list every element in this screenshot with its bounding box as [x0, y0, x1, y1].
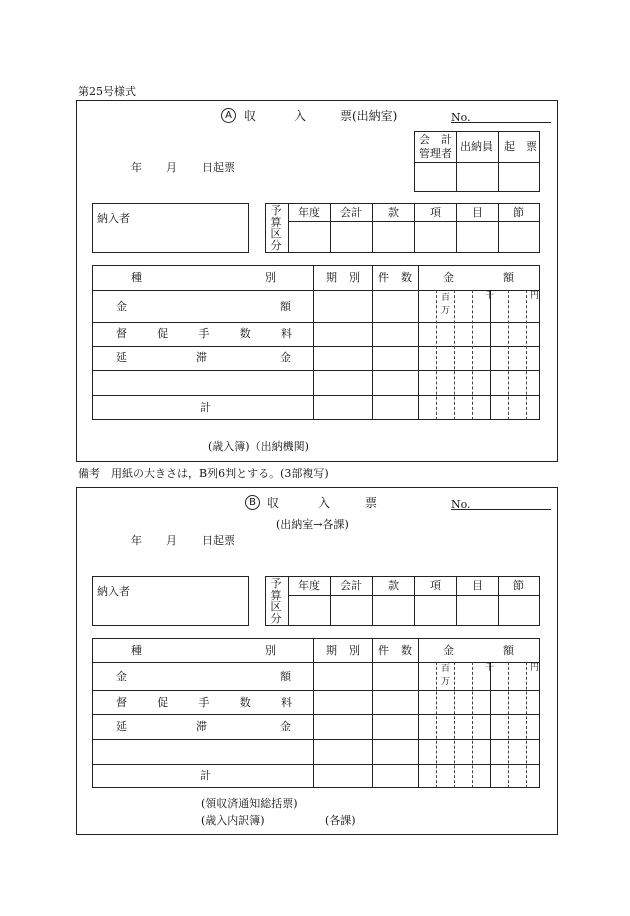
form-a-budget-col-kou: 項: [430, 206, 441, 219]
form-b-digit-thousand: 千: [485, 663, 495, 673]
form-b-marker: B: [245, 495, 260, 510]
form-b-budget-col-moku: 目: [472, 579, 483, 592]
form-b-head-amount-2: 額: [503, 644, 514, 657]
form-a-title-3: 票(出納室): [340, 109, 398, 123]
form-a-budget-col-moku: 目: [472, 206, 483, 219]
form-b-budget-label: 予 算 区 分: [270, 577, 282, 625]
form-a-no-underline: [451, 122, 551, 123]
form-a-no-label: No.: [451, 111, 471, 124]
form-b-no-label: No.: [451, 498, 471, 511]
form-b-no-underline: [451, 509, 551, 510]
form-a-row-total: 計: [200, 401, 211, 414]
form-b-row-late-3: 金: [280, 720, 291, 733]
form-b-row-total: 計: [200, 769, 211, 782]
approver-cashier: 出納員: [460, 140, 493, 153]
form-b-budget-col-setsu: 節: [513, 579, 524, 592]
form-b-budget-col-account: 会計: [340, 579, 362, 592]
form-b-budget-col-year: 年度: [298, 579, 320, 592]
form-b-budget-col-kou: 項: [430, 579, 441, 592]
form-b-footer-2a: (歳入内訳簿): [201, 814, 265, 827]
form-b-digit-yen: 円: [530, 663, 540, 673]
form-a-row-amount-1: 金: [116, 300, 127, 313]
form-a-row-fee: 督 促 手 数 料: [116, 327, 292, 340]
form-b-title: [245, 495, 264, 510]
form-a-row-late-1: 延: [116, 351, 127, 364]
form-a-budget-col-year: 年度: [298, 206, 320, 219]
form-note: 備考 用紙の大きさは，B列6判とする。(3部複写): [78, 467, 329, 480]
approver-drafter: 起 票: [504, 140, 537, 153]
form-a-budget-label: 予 算 区 分: [270, 204, 282, 252]
form-b-footer-1: (領収済通知総括票): [201, 797, 298, 810]
form-a-date-month: 月: [166, 161, 177, 174]
form-b-payer-box: [92, 576, 249, 626]
form-b-date-day: 日起票: [202, 534, 235, 547]
form-b-head-period: 期 別: [326, 644, 360, 657]
form-a-head-amount-2: 額: [503, 271, 514, 284]
form-a-head-period: 期 別: [326, 271, 360, 284]
form-a-title-1: 収: [244, 109, 257, 123]
form-a-row-late-3: 金: [280, 351, 291, 364]
form-b-row-amount-2: 額: [280, 670, 291, 683]
form-a-digit-million-top: 百: [441, 293, 451, 303]
form-a-budget-col-setsu: 節: [513, 206, 524, 219]
form-a-footer: (歳入簿)（出納機関): [208, 440, 309, 453]
form-b-title-1: 収: [267, 496, 280, 510]
form-b-date-month: 月: [166, 534, 177, 547]
approver-accountant-2: 管理者: [419, 147, 452, 160]
form-b-row-late-1: 延: [116, 720, 127, 733]
form-a-row-amount-2: 額: [280, 300, 291, 313]
form-a-head-kind-1: 種: [131, 271, 142, 284]
form-b-budget-col-kan: 款: [388, 579, 399, 592]
form-a-title: [221, 108, 240, 123]
form-a-budget-col-account: 会計: [340, 206, 362, 219]
form-a-date-day: 日起票: [202, 161, 235, 174]
form-a-date-year: 年: [131, 161, 142, 174]
form-a-row-late-2: 滞: [196, 351, 207, 364]
form-b-row-late-2: 滞: [196, 720, 207, 733]
form-a-payer-box: [92, 203, 249, 253]
form-a-payer-label: 納入者: [97, 212, 130, 225]
form-b-digit-million-bottom: 万: [441, 677, 451, 687]
form-a-digit-thousand: 千: [485, 291, 495, 301]
form-b-head-count: 件 数: [378, 644, 412, 657]
form-b-subtitle: (出納室→各課): [276, 518, 349, 531]
form-b-head-kind-1: 種: [131, 644, 142, 657]
form-b-row-fee: 督 促 手 数 料: [116, 696, 292, 709]
form-b-title-3: 票: [365, 496, 378, 510]
form-a-digit-yen: 円: [530, 291, 540, 301]
form-number: 第25号様式: [78, 85, 136, 98]
form-b-row-amount-1: 金: [116, 670, 127, 683]
form-a-title-2: 入: [294, 109, 307, 123]
form-b-head-kind-2: 別: [265, 644, 276, 657]
form-a-budget-col-kan: 款: [388, 206, 399, 219]
form-b-payer-label: 納入者: [97, 585, 130, 598]
form-b-head-amount-1: 金: [443, 644, 454, 657]
form-a-head-count: 件 数: [378, 271, 412, 284]
form-b-date-year: 年: [131, 534, 142, 547]
form-b-title-2: 入: [318, 496, 331, 510]
approver-accountant-1: 会 計: [419, 133, 452, 146]
form-a-head-amount-1: 金: [443, 271, 454, 284]
form-b-digit-million-top: 百: [441, 664, 451, 674]
form-b-footer-2b: (各課): [325, 814, 356, 827]
form-a-marker: A: [221, 108, 236, 123]
form-a-head-kind-2: 別: [265, 271, 276, 284]
form-a-digit-million-bottom: 万: [441, 306, 451, 316]
